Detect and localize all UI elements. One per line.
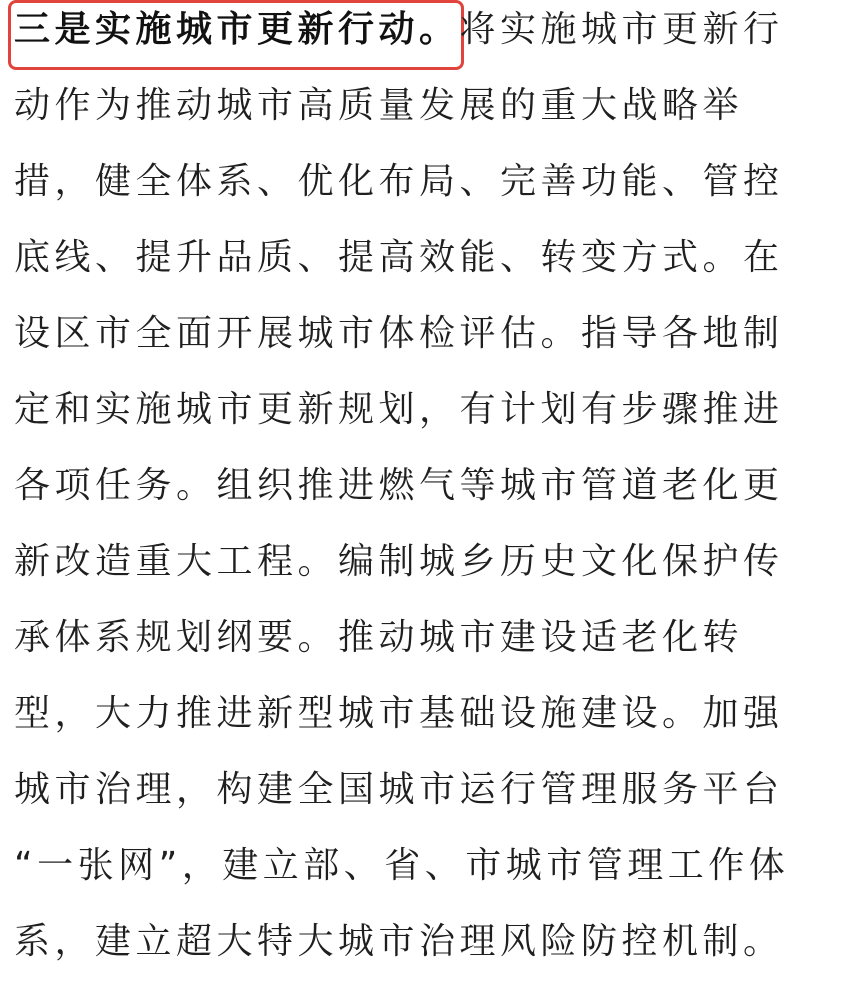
section-heading: 三是实施城市更新行动。 xyxy=(14,9,460,50)
article-line: 动作为推动城市高质量发展的重大战略举 xyxy=(14,85,744,126)
article-line: 新改造重大工程。编制城乡历史文化保护传 xyxy=(14,541,784,582)
article-line: 各项任务。组织推进燃气等城市管道老化更 xyxy=(14,465,784,506)
article-line xyxy=(14,4,784,56)
article-line: 承体系规划纲要。推动城市建设适老化转 xyxy=(14,617,744,658)
article-text: 将实施城市更新行 xyxy=(459,9,784,50)
article-line: 底线、提升品质、提高效能、转变方式。在 xyxy=(14,237,784,278)
article-line: 措，健全体系、优化布局、完善功能、管控 xyxy=(14,161,784,202)
article-line: 系，建立超大特大城市治理风险防控机制。 xyxy=(14,921,784,962)
article-line: 设区市全面开展城市体检评估。指导各地制 xyxy=(14,313,784,354)
article-line: 定和实施城市更新规划，有计划有步骤推进 xyxy=(14,389,784,430)
article-line: 城市治理，构建全国城市运行管理服务平台 xyxy=(14,769,784,810)
article-line: “一张网”，建立部、省、市城市管理工作体 xyxy=(14,845,790,886)
article-line: 型，大力推进新型城市基础设施建设。加强 xyxy=(14,693,784,734)
